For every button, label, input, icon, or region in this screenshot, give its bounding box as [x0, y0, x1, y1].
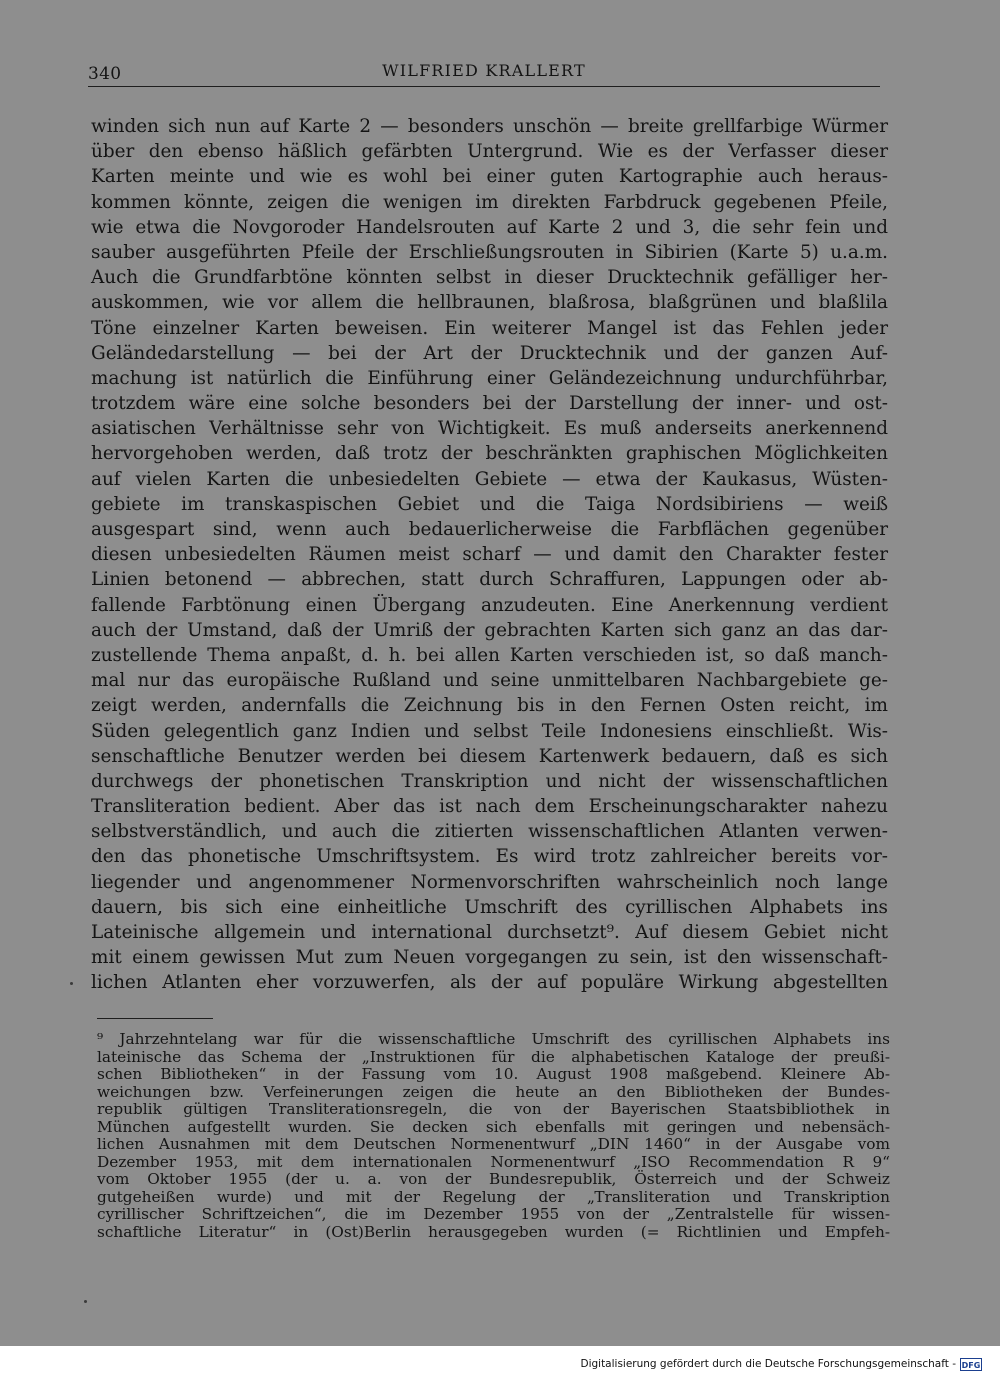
body-line: Töne einzelner Karten beweisen. Ein weiterer Mangel ist das Fehlen jeder: [91, 317, 888, 339]
dfg-logo[interactable]: [960, 1358, 982, 1371]
body-line: senschaftliche Benutzer werden bei diesem Kartenwerk bedauern, daß es sich: [91, 745, 888, 767]
footnote-line: ⁹ Jahrzehntelang war für die wissenschaftliche Umschrift des cyrillischen Alphabets ins: [97, 1030, 890, 1048]
body-line: selbstverständlich, und auch die zitierten wissenschaftlichen Atlanten verwen-: [91, 821, 888, 843]
dfg-logo-text: DFG: [961, 1360, 981, 1370]
footnote-line: republik gültigen Transliterationsregeln, die von der Bayerischen Staatsbibliothek in: [97, 1100, 890, 1118]
body-line: durchwegs der phonetischen Transkription und nicht der wissenschaftlichen: [91, 770, 888, 792]
body-line: auskommen, wie vor allem die hellbraunen, blaßrosa, blaßgrünen und blaßlila: [91, 292, 888, 314]
scan-speck: [84, 1300, 87, 1303]
footnote-line: München aufgestellt wurden. Sie decken sich ebenfalls mit geringen und nebensäch-: [97, 1117, 890, 1136]
body-line: diesen unbesiedelten Räumen meist scharf — und damit den Charakter fester: [91, 544, 888, 566]
footnote-line: lichen Ausnahmen mit dem Deutschen Normenentwurf „DIN 1460“ in der Ausgabe vom: [97, 1135, 890, 1153]
body-line: zustellende Thema anpaßt, d. h. bei allen Karten verschieden ist, so daß manch-: [91, 644, 888, 666]
digitization-credit: Digitalisierung gefördert durch die Deutsche Forschungsgemeinschaft -: [580, 1358, 956, 1370]
body-line: ausgespart sind, wenn auch bedauerlicherweise die Farbflächen gegenüber: [91, 519, 888, 540]
body-line: trotzdem wäre eine solche besonders bei der Darstellung der inner- und ost-: [91, 393, 888, 415]
footnote-line: weichungen bzw. Verfeinerungen zeigen die heute an den Bibliotheken der Bundes-: [97, 1082, 890, 1101]
body-line: mal nur das europäische Rußland und seine unmittelbaren Nachbargebiete ge-: [91, 670, 888, 692]
body-line: auch der Umstand, daß der Umriß der gebrachten Karten sich ganz an das dar-: [91, 619, 888, 641]
body-line: liegender und angenommener Normenvorschriften wahrscheinlich noch lange: [91, 871, 888, 893]
footnote: [97, 1031, 890, 1241]
body-line: Geländedarstellung — bei der Art der Drucktechnik und der ganzen Auf-: [91, 342, 888, 364]
body-line: auf vielen Karten die unbesiedelten Gebiete — etwa der Kaukasus, Wüsten-: [91, 468, 888, 490]
footnote-line: lateinische das Schema der „Instruktionen für die alphabetischen Kataloge der preußi-: [97, 1047, 890, 1066]
body-line: Auch die Grundfarbtöne könnten selbst in dieser Drucktechnik gefälliger her-: [91, 267, 888, 289]
body-line: kommen könnte, zeigen die wenigen im direkten Farbdruck gegebenen Pfeile,: [91, 191, 888, 213]
footnote-line: schaftliche Literatur“ in (Ost)Berlin herausgegeben wurden (= Richtlinien und Empfeh-: [97, 1222, 890, 1241]
running-head-author: WILFRIED KRALLERT: [382, 61, 586, 80]
body-line: machung ist natürlich die Einführung einer Geländezeichnung undurchführbar,: [91, 367, 888, 389]
credit-bar: [580, 1357, 982, 1371]
body-line: lichen Atlanten eher vorzuwerfen, als der auf populäre Wirkung abgestellten: [91, 972, 888, 994]
scan-speck: [70, 982, 73, 985]
body-line: Süden gelegentlich ganz Indien und selbst Teile Indonesiens einschließt. Wis-: [91, 720, 888, 742]
footnote-line: cyrillischer Schriftzeichen“, die im Dezember 1955 von der „Zentralstelle für wissen-: [97, 1205, 890, 1223]
body-line: fallende Farbtönung einen Übergang anzudeuten. Eine Anerkennung verdient: [91, 594, 888, 616]
footnote-rule: [97, 1018, 213, 1019]
running-head: [88, 58, 880, 87]
body-line: asiatischen Verhältnisse sehr von Wichtigkeit. Es muß anderseits anerkennend: [91, 418, 888, 440]
body-line: gebiete im transkaspischen Gebiet und die Taiga Nordsibiriens — weiß: [91, 493, 888, 515]
body-line: zeigt werden, andernfalls die Zeichnung bis in den Fernen Osten reicht, im: [91, 695, 888, 717]
body-line: Karten meinte und wie es wohl bei einer guten Kartographie auch heraus-: [91, 166, 888, 188]
body-line: wie etwa die Novgoroder Handelsrouten auf Karte 2 und 3, die sehr fein und: [91, 216, 888, 238]
body-line: hervorgehoben werden, daß trotz der beschränkten graphischen Möglichkeiten: [91, 443, 888, 465]
body-line: Transliteration bedient. Aber das ist nach dem Erscheinungscharakter nahezu: [91, 796, 888, 818]
body-line: sauber ausgeführten Pfeile der Erschließungsrouten in Sibirien (Karte 5) u.a.m.: [91, 241, 888, 263]
body-line: den das phonetische Umschriftsystem. Es wird trotz zahlreicher bereits vor-: [91, 846, 888, 868]
body-line: Linien betonend — abbrechen, statt durch Schraffuren, Lappungen oder ab-: [91, 569, 888, 591]
footnote-line: Dezember 1953, mit dem internationalen Normenentwurf „ISO Recommendation R 9“: [97, 1152, 890, 1171]
page-number: 340: [88, 64, 122, 84]
footnote-line: schen Bibliotheken“ in der Fassung vom 10. August 1908 maßgebend. Kleinere Ab-: [97, 1065, 890, 1083]
footnote-line: vom Oktober 1955 (der u. a. von der Bundesrepublik, Österreich und der Schweiz: [97, 1170, 890, 1188]
body-text: [91, 114, 888, 996]
body-line: Lateinische allgemein und international durchsetzt⁹. Auf diesem Gebiet nicht: [91, 922, 888, 943]
footnote-line: gutgeheißen wurde) und mit der Regelung der „Transliteration und Transkription: [97, 1187, 890, 1206]
body-line: winden sich nun auf Karte 2 — besonders unschön — breite grellfarbige Würmer: [91, 116, 888, 137]
body-line: dauern, bis sich eine einheitliche Umschrift des cyrillischen Alphabets ins: [91, 896, 888, 918]
body-line: über den ebenso häßlich gefärbten Untergrund. Wie es der Verfasser dieser: [91, 141, 888, 163]
body-line: mit einem gewissen Mut zum Neuen vorgegangen zu sein, ist den wissenschaft-: [91, 947, 888, 969]
